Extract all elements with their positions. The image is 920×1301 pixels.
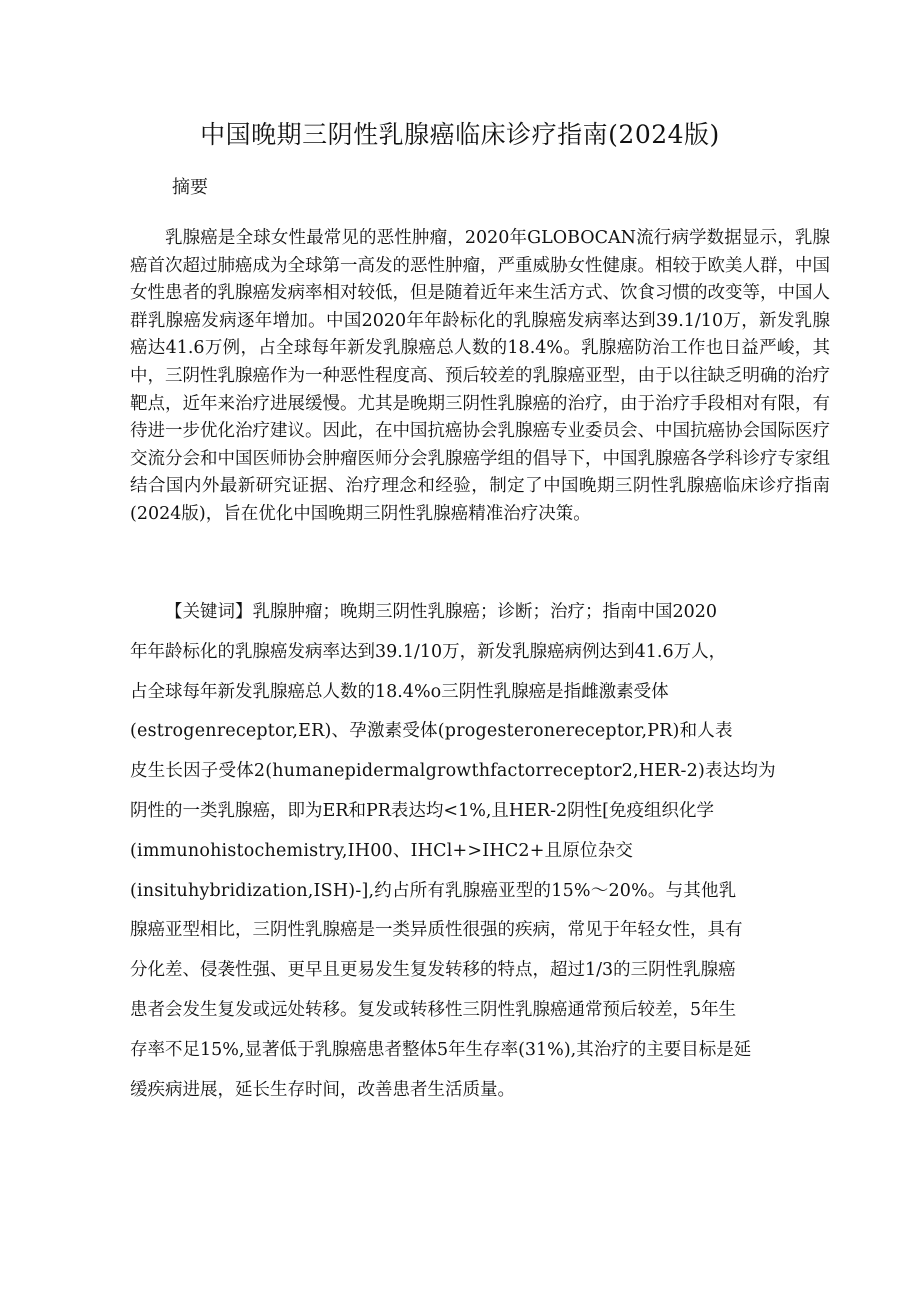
body-line: 阴性的一类乳腺癌，即为ER和PR表达均<1%,且HER-2阴性[免疫组织化学 [130,800,714,821]
abstract-heading: 摘要 [172,177,208,198]
body-line: 腺癌亚型相比，三阴性乳腺癌是一类异质性很强的疾病，常见于年轻女性，具有 [130,920,743,941]
body-line: (immunohistochemistry,IH00、IHCl+>IHC2+且原位杂交 [130,840,634,861]
abstract-body [130,225,830,529]
body-line: 年年龄标化的乳腺癌发病率达到39.1/10万，新发乳腺癌病例达到41.6万人， [130,641,727,662]
abstract-paragraph: 乳腺癌是全球女性最常见的恶性肿瘤，2020年GLOBOCAN流行病学数据显示，乳腺癌首次超过肺癌成为全球第一高发的恶性肿瘤，严重威胁女性健康。相较于欧美人群，中国女性患者的乳腺癌发病率相对较低，但是随着近年来生活方式、饮食习惯的改变等，中国人群乳腺癌发病逐年增加。中国2020年年龄标化的乳腺癌发病率达到39.1/10万，新发乳腺癌达41.6万例，占全球每年新发乳腺癌总人数的18.4%。乳腺癌防治工作也日益严峻，其中，三阴性乳腺癌作为一种恶性程度高、预后较差的乳腺癌亚型，由于以往缺乏明确的治疗靶点，近年来治疗进展缓慢。尤其是晚期三阴性乳腺癌的治疗，由于治疗手段相对有限，有待进一步优化治疗建议。因此，在中国抗癌协会乳腺癌专业委员会、中国抗癌协会国际医疗交流分会和中国医师协会肿瘤医师分会乳腺癌学组的倡导下，中国乳腺癌各学科诊疗专家组结合国内外最新研究证据、治疗理念和经验，制定了中国晚期三阴性乳腺癌临床诊疗指南(2024版)，旨在优化中国晚期三阴性乳腺癌精准治疗决策。 [130,228,830,524]
body-line: 皮生长因子受体2(humanepidermalgrowthfactorreceptor2,HER-2)表达均为 [130,761,776,782]
document-title: 中国晚期三阴性乳腺癌临床诊疗指南(2024版) [200,120,720,149]
body-line: 缓疾病进展，延长生存时间，改善患者生活质量。 [130,1079,515,1100]
keywords-line: 【关键词】乳腺肿瘤；晚期三阴性乳腺癌；诊断；治疗；指南中国2020 [165,602,718,622]
body-line: 分化差、侵袭性强、更早且更易发生复发转移的特点，超过1/3的三阴性乳腺癌 [130,960,736,981]
body-line: 存率不足15%,显著低于乳腺癌患者整体5年生存率(31%),其治疗的主要目标是延 [130,1039,752,1060]
body-line: (insituhybridization,ISH)-],约占所有乳腺癌亚型的15%～20%。与其他乳 [130,880,737,901]
body-line: (estrogenreceptor,ER)、孕激素受体(progesteronereceptor,PR)和人表 [130,721,733,742]
keywords-section [130,593,830,1110]
body-line: 占全球每年新发乳腺癌总人数的18.4%o三阴性乳腺癌是指雌激素受体 [130,681,669,702]
body-line: 患者会发生复发或远处转移。复发或转移性三阴性乳腺癌通常预后较差，5年生 [130,999,737,1020]
